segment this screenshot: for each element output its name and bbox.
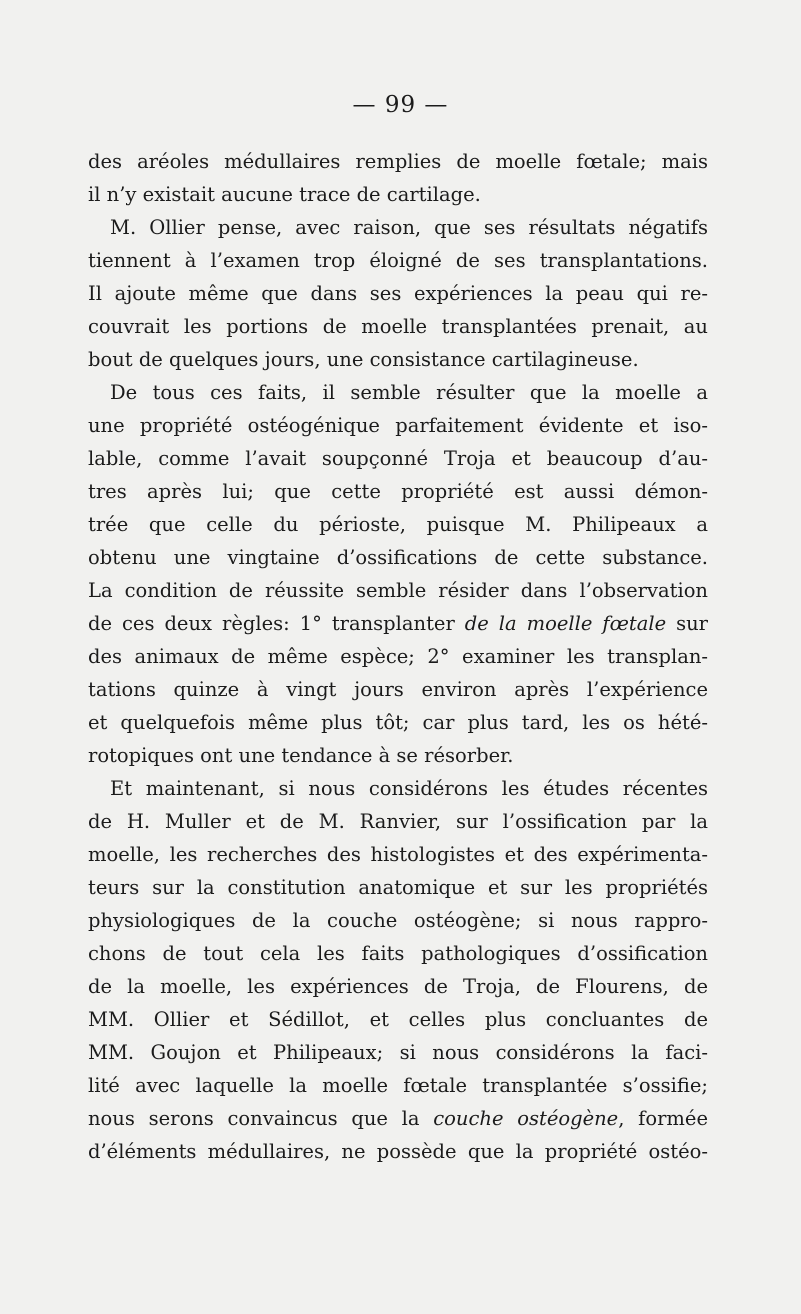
text-line [88,1102,708,1135]
text-line [88,739,708,772]
text-run: des animaux de même espèce; 2° examiner les transplan- [88,645,708,668]
text-run: De tous ces faits, il semble résulter que la moelle a [110,381,708,404]
italic-text: couche ostéogène [433,1107,619,1130]
text-run: une propriété ostéogénique parfaitement évidente et iso- [88,414,708,437]
text-line [88,376,708,409]
text-line [88,970,708,1003]
text-line [88,310,708,343]
text-line [88,178,708,211]
text-run: obtenu une vingtaine d’ossifications de cette substance. [88,546,708,569]
text-line [88,772,708,805]
text-run: lable, comme l’avait soupçonné Troja et beaucoup d’au- [88,447,708,470]
text-line [88,871,708,904]
text-line [88,838,708,871]
text-run: de la moelle, les expériences de Troja, de Flourens, de [88,975,708,998]
body-text [88,145,708,1168]
text-line [88,937,708,970]
text-run: rotopiques ont une tendance à se résorber. [88,744,514,767]
text-run: Il ajoute même que dans ses expériences la peau qui re- [88,282,708,305]
text-run: lité avec laquelle la moelle fœtale transplantée s’ossifie; [88,1074,708,1097]
text-run: physiologiques de la couche ostéogène; si nous rappro- [88,909,708,932]
text-run: MM. Goujon et Philipeaux; si nous considérons la faci- [88,1041,708,1064]
text-line [88,706,708,739]
text-line [88,244,708,277]
text-line [88,1069,708,1102]
text-line [88,1003,708,1036]
italic-text: de la moelle fœtale [464,612,667,635]
text-line [88,343,708,376]
text-line [88,574,708,607]
text-run: Et maintenant, si nous considérons les études récentes [110,777,708,800]
text-run: teurs sur la constitution anatomique et sur les propriétés [88,876,708,899]
text-run: d’éléments médullaires, ne possède que la propriété ostéo- [88,1140,708,1163]
text-line [88,673,708,706]
text-run: tations quinze à vingt jours environ après l’expérience [88,678,708,701]
text-line [88,541,708,574]
text-line [88,607,708,640]
text-run: tres après lui; que cette propriété est aussi démon- [88,480,708,503]
text-run: de ces deux règles: 1° transplanter [88,612,465,635]
text-run: trée que celle du périoste, puisque M. Philipeaux a [88,513,708,536]
text-line [88,442,708,475]
text-line [88,904,708,937]
text-line [88,1036,708,1069]
text-line [88,475,708,508]
text-line [88,409,708,442]
page-number: — 99 — [352,92,449,118]
text-line [88,145,708,178]
text-run: de H. Muller et de M. Ranvier, sur l’ossification par la [88,810,708,833]
text-run: M. Ollier pense, avec raison, que ses résultats négatifs [110,216,708,239]
text-run: sur [666,612,708,635]
text-line [88,1135,708,1168]
text-line [88,508,708,541]
text-run: La condition de réussite semble résider dans l’observation [88,579,708,602]
text-run: moelle, les recherches des histologistes et des expérimenta- [88,843,708,866]
text-run: , formée [618,1107,708,1130]
text-run: MM. Ollier et Sédillot, et celles plus concluantes de [88,1008,708,1031]
text-run: il n’y existait aucune trace de cartilage. [88,183,481,206]
text-line [88,211,708,244]
text-run: bout de quelques jours, une consistance cartilagineuse. [88,348,639,371]
text-line [88,805,708,838]
text-line [88,640,708,673]
text-run: chons de tout cela les faits pathologiques d’ossification [88,942,708,965]
text-run: des aréoles médullaires remplies de moelle fœtale; mais [88,150,708,173]
text-run: tiennent à l’examen trop éloigné de ses transplantations. [88,249,708,272]
text-run: couvrait les portions de moelle transplantées prenait, au [88,315,708,338]
text-run: et quelquefois même plus tôt; car plus tard, les os hété- [88,711,708,734]
text-run: nous serons convaincus que la [88,1107,434,1130]
text-line [88,277,708,310]
